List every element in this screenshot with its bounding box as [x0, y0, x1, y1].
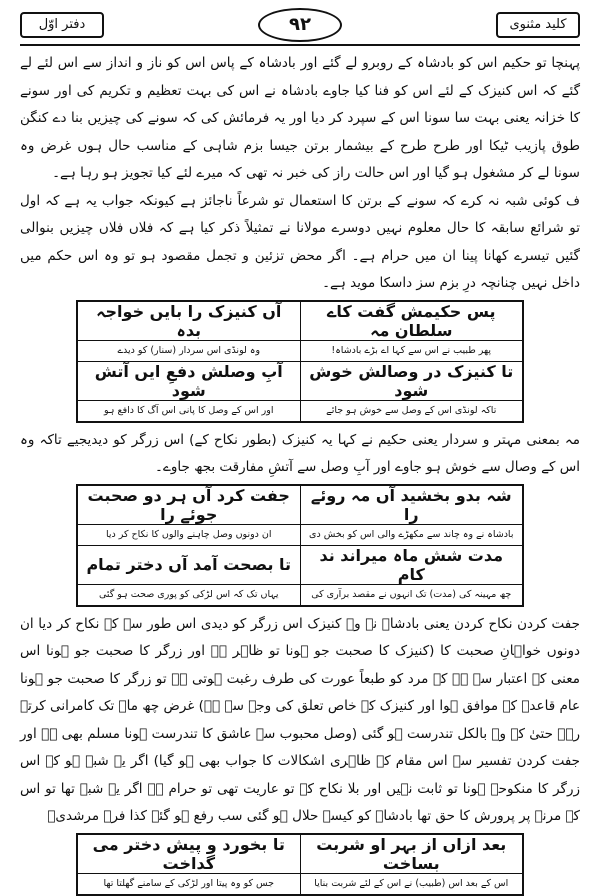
verse-table-1 — [76, 300, 524, 423]
translation-cell: جس کو وہ پیتا اور لڑکی کے سامنے گھلتا تھا — [77, 873, 300, 895]
translation-cell: پھر طبیب نے اس سے کہا اے بڑے بادشاہ! — [300, 340, 523, 361]
prose-block-2 — [20, 427, 580, 482]
verse-cell: جفت کرد آں ہر دو صحبت جوئے را — [77, 485, 300, 525]
verse-cell: آبِ وصلش دفعِ ایں آتش شود — [77, 361, 300, 400]
translation-cell: یہاں تک کہ اس لڑکی کو پوری صحت ہو گئی — [77, 584, 300, 606]
verse-cell: آں کنیزک را بایں خواجہ بدہ — [77, 301, 300, 341]
page — [20, 6, 580, 889]
page-number: ۹۲ — [258, 8, 342, 42]
translation-cell: تاکہ لونڈی اس کے وصل سے خوش ہو جائے — [300, 400, 523, 422]
translation-cell: ان دونوں وصل چاہنے والوں کا نکاح کر دیا — [77, 524, 300, 545]
verse-cell: بعد ازاں از بہر او شربت بساخت — [300, 834, 523, 874]
paragraph-1: پہنچا تو حکیم اس کو بادشاہ کے روبرو لے گئے اور بادشاہ کے پاس اس کو ناز و انداز سے اس لئے لے گئے کہ اس کنیزک کے لئے اس کو فنا کیا جاوے بادشاہ نے اس کی بہت تعظیم و تکریم کی اور سونے کا خزانہ یعنی بہت سا سونا اس کے سپرد کر دیا اور یہ فرمائش کی کہ سونے کی چیزیں بنا دے کنگن طوق پازیب ٹیکا اور طرح طرح کے بیشمار برتن جیسا بزم شاہی کے مناسب حال ہوں غرض وہ سونا لے کر مشغول ہو گیا اور اس حالت راز کی خبر نہ تھی کہ میرے لئے کیا تجویز ہو رہا ہے۔ — [20, 55, 580, 181]
verse-table-3 — [76, 833, 524, 896]
translation-cell: وہ لونڈی اس سردار (سنار) کو دیدے — [77, 340, 300, 361]
verse-cell: تا کنیزک در وصالش خوش شود — [300, 361, 523, 400]
translation-cell: بادشاہ نے وہ چاند سے مکھڑے والی اس کو بخش دی — [300, 524, 523, 545]
verse-cell: شہ بدو بخشید آں مہ روئے را — [300, 485, 523, 525]
translation-cell: چھ مہینہ کی (مدت) تک انہوں نے مقصد برآری کی — [300, 584, 523, 606]
verse-cell: تا بصحت آمد آں دختر تمام — [77, 545, 300, 584]
verse-cell: مدت شش ماہ میراند ند کام — [300, 545, 523, 584]
prose-block-1 — [20, 50, 580, 298]
paragraph-4: جفت کردن نکاح کردن یعنی بادشاہ نے وہ کنیزک اس زرگر کو دیدی اس طور سے کہ نکاح کر دیا ان دونوں خواہانِ صحبت کا (کنیزک کا صحبت جو ہونا تو ظاہر ہے اور زرگر کا صحبت جو ہونا اس معنی کے اعتبار سے ہے کہ مرد کو طبعاً عورت کی طرف رغبت ہوتی ہے تو زرگر کا صحبت جو ہونا عام قاعدہ کے موافق ہوا اور کنیزک کے خاص تعلق کی وجہ سے ہے) غرض چھ ماہ تک کامرانی کرتے رہے حتیٰ کہ وہ بالکل تندرست ہو گئی (وصل محبوب سے عاشق کا تندرست ہونا مسلم بھی ہے اور جفت کردن تفسیر سے اس مقام کے ظاہری اشکالات کا جواب بھی ہو گیا) اگر یہ شبہ ہو کہ اس زرگر کا منکوحہ ہونا تو ثابت نہیں اور بلا نکاح کے تو عاریت تھی تو حرام ہے اگر یہ شبہ تھا تو اس کے مرنے پر پرورش کا حق تھا بادشاہ کو کیسے حلال ہو گئی سب رفع ہو گئے کذا فرہ مرشدیؒ — [20, 615, 580, 824]
verse-cell: پس حکیمش گفت کاے سلطان مہ — [300, 301, 523, 341]
paragraph-3: مہ بمعنی مہتر و سردار یعنی حکیم نے کہا یہ کنیزک (بطور نکاح کے) اس زرگر کو دیدیجیے تاکہ وہ اس کے وصال سے خوش ہو جاوے اور آبِ وصل سے آتشِ مفارقت بجھ جاوے۔ — [20, 431, 580, 475]
volume-label: دفتر اوّل — [20, 12, 104, 38]
translation-cell: اس کے بعد اس (طبیب) نے اس کے لئے شربت بنایا — [300, 873, 523, 895]
translation-cell: اور اس کے وصل کا پانی اس آگ کا دافع ہو — [77, 400, 300, 422]
verse-table-2 — [76, 484, 524, 607]
header-rule — [20, 44, 580, 46]
page-header — [20, 6, 580, 50]
paragraph-2: ف کوئی شبہ نہ کرے کہ سونے کے برتن کا استعمال تو شرعاً ناجائز ہے کیونکہ جواب یہ ہے کہ اول تو شرائع سابقہ کا حال معلوم نہیں دوسرے مولانا نے تمثیلاً ذکر کیا ہے کہ فلاں فلاں چیزیں بنوالی گئیں تیسرے کھانا پینا ان میں حرام ہے۔ اگر محض تزئین و تجمل مقصود ہو تو وہ اس حکم میں داخل نہیں چنانچہ درِ بزم سز داسکا موید ہے۔ — [20, 192, 580, 291]
book-title-label: کلید مثنوی — [496, 12, 580, 38]
prose-block-3 — [20, 611, 580, 831]
verse-cell: تا بخورد و پیش دختر می گداخت — [77, 834, 300, 874]
